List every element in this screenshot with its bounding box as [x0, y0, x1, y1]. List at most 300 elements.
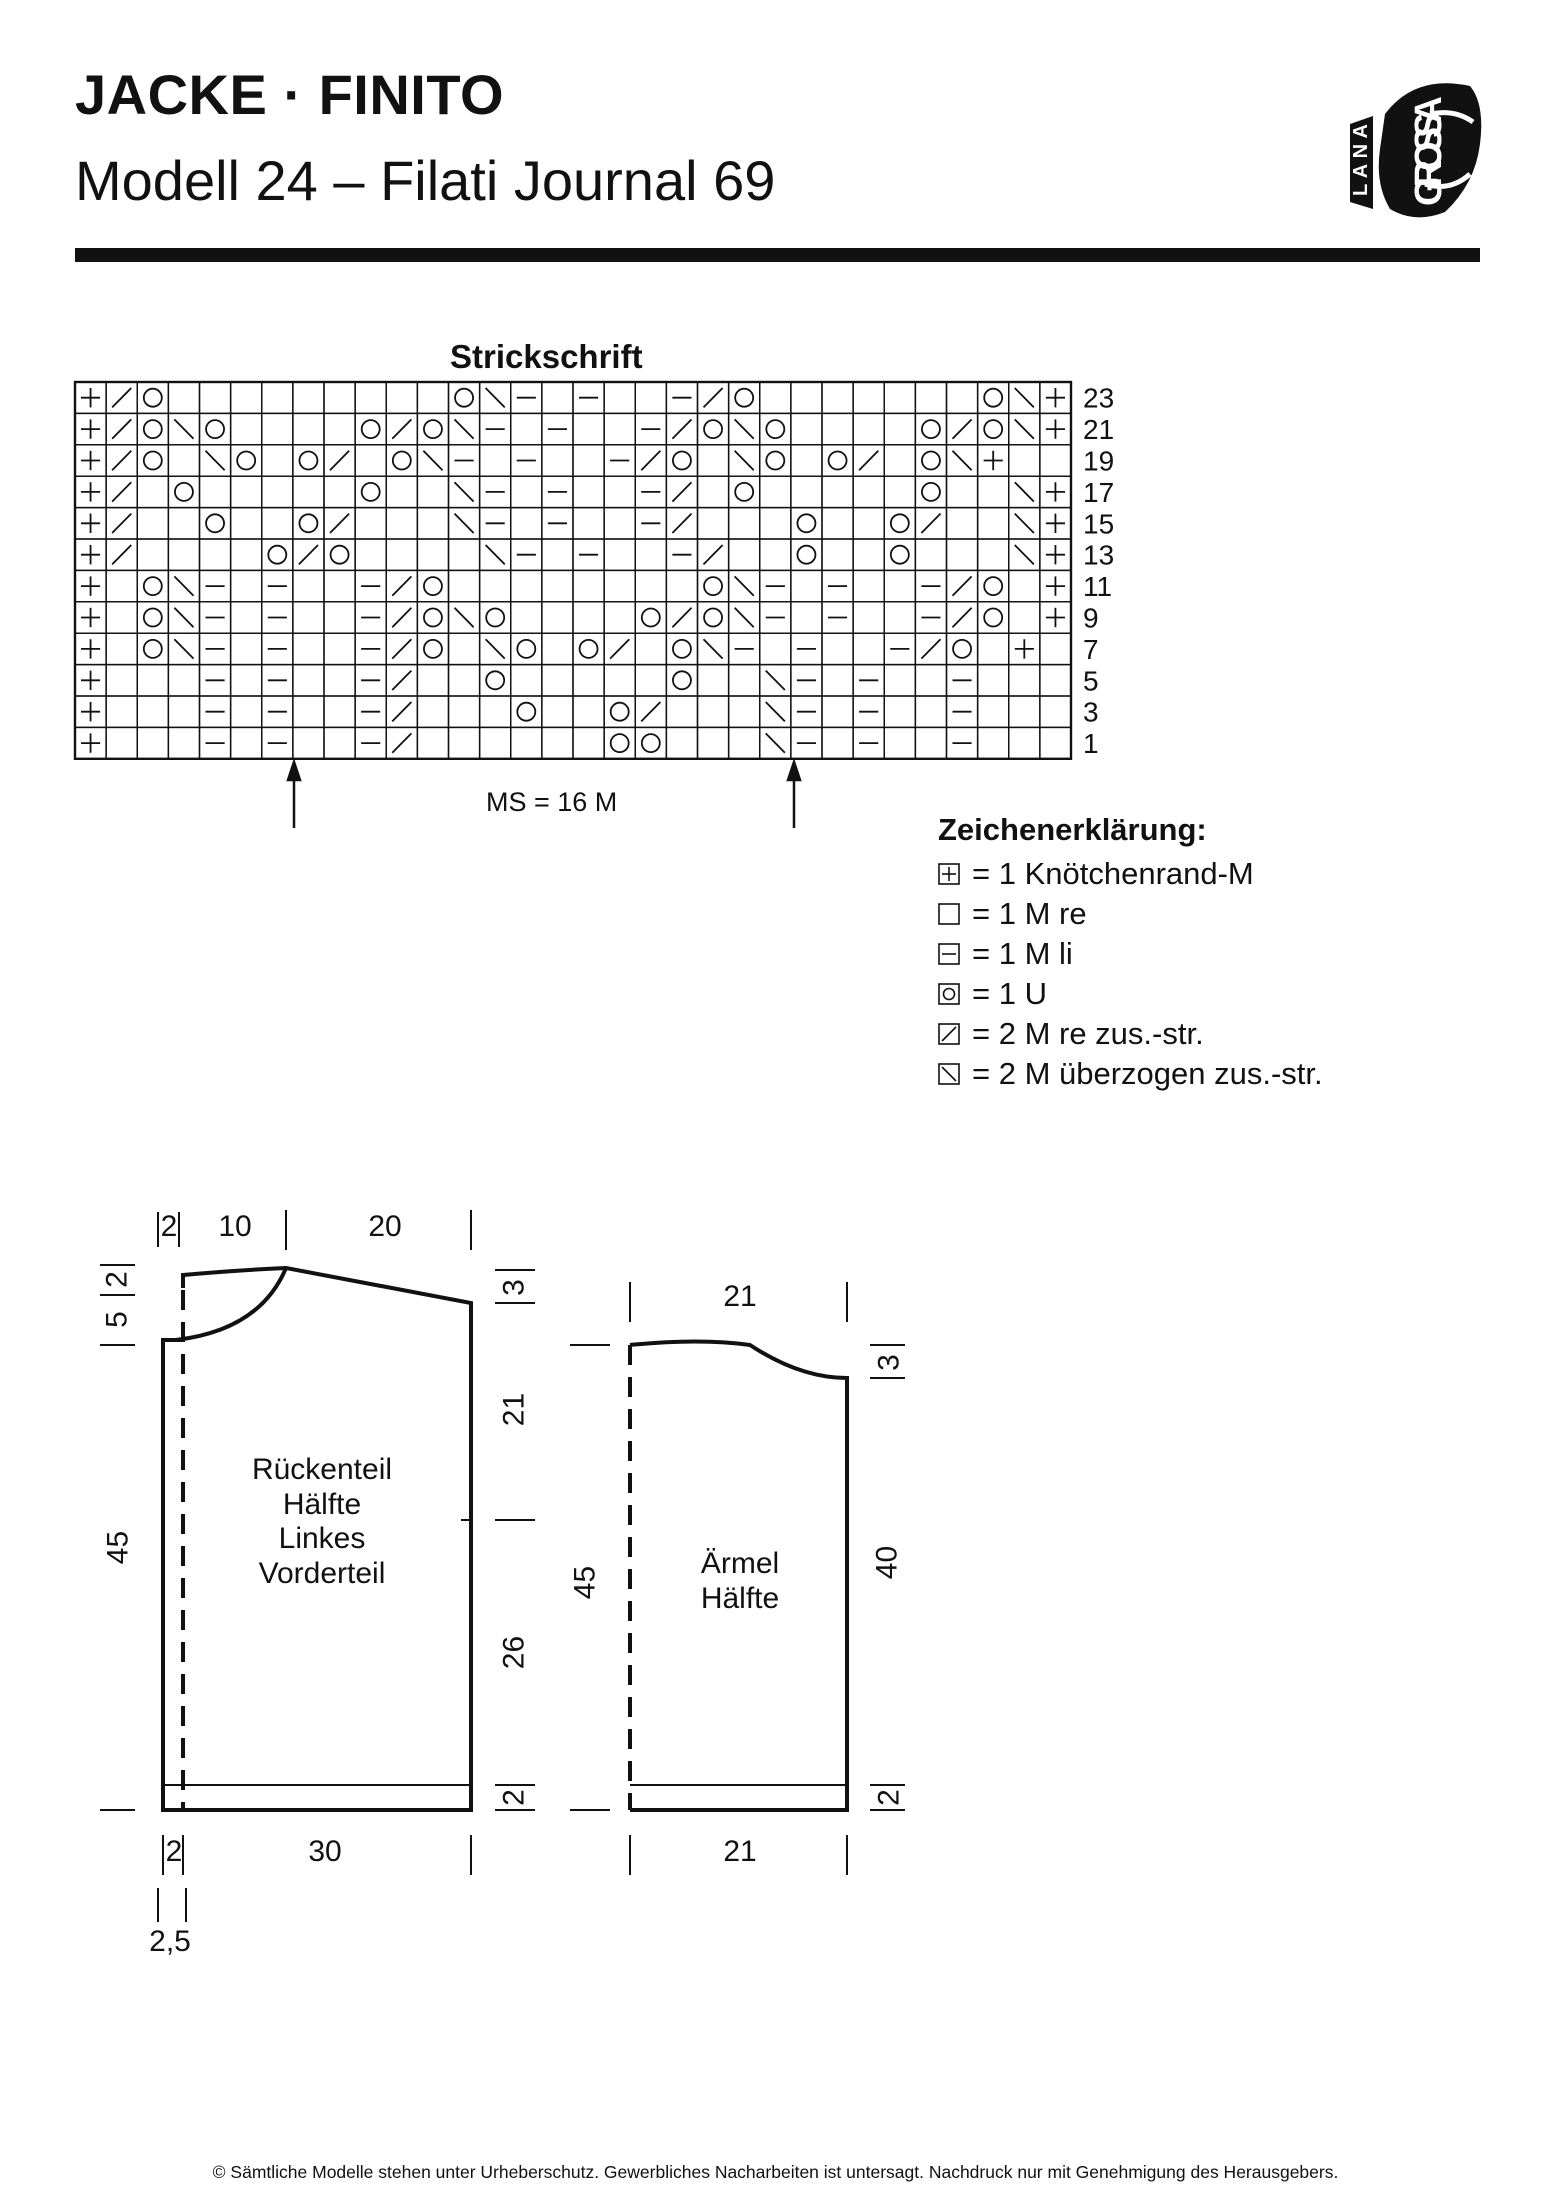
- legend-item-purl: [938, 934, 1538, 974]
- chart-cell: [791, 602, 822, 633]
- chart-cell: [947, 570, 978, 601]
- chart-cell: [698, 727, 729, 758]
- chart-cell: [1009, 696, 1040, 727]
- chart-cell: [106, 696, 137, 727]
- chart-cell: [791, 508, 822, 539]
- chart-cell: [542, 382, 573, 413]
- chart-cell: [137, 445, 168, 476]
- back-label-line-2: Hälfte: [282, 1487, 362, 1521]
- chart-cell: [635, 727, 666, 758]
- chart-cell: [355, 633, 386, 664]
- chart-cell: [200, 539, 231, 570]
- chart-cell: [884, 633, 915, 664]
- chart-cell: [511, 539, 542, 570]
- chart-cell: [75, 445, 106, 476]
- chart-row: [75, 445, 1071, 476]
- chart-cell: [75, 696, 106, 727]
- chart-cell: [853, 696, 884, 727]
- page-subtitle: Modell 24 – Filati Journal 69: [75, 149, 776, 212]
- chart-row: [75, 665, 1071, 696]
- chart-row: [75, 413, 1071, 444]
- chart-cell: [978, 633, 1009, 664]
- chart-cell: [729, 539, 760, 570]
- chart-cell: [666, 382, 697, 413]
- chart-cell: [355, 602, 386, 633]
- chart-cell: [324, 602, 355, 633]
- chart-cell: [386, 696, 417, 727]
- chart-cell: [75, 602, 106, 633]
- chart-cell: [106, 445, 137, 476]
- chart-cell: [293, 445, 324, 476]
- chart-cell: [355, 508, 386, 539]
- dim-sleeve-bottom-width: 21: [723, 1835, 757, 1868]
- chart-cell: [417, 382, 448, 413]
- pattern-repeat-label: MS = 16 M: [486, 787, 618, 817]
- dim-right-armhole: 21: [497, 1392, 531, 1427]
- chart-cell: [417, 602, 448, 633]
- chart-cell: [324, 633, 355, 664]
- chart-cell: [760, 382, 791, 413]
- chart-cell: [293, 602, 324, 633]
- chart-cell: [1009, 382, 1040, 413]
- chart-cell: [853, 476, 884, 507]
- legend-title: Zeichenerklärung:: [938, 812, 1207, 847]
- chart-cell: [635, 696, 666, 727]
- chart-cell: [1009, 633, 1040, 664]
- chart-cell: [791, 633, 822, 664]
- chart-cell: [386, 539, 417, 570]
- chart-cell: [729, 665, 760, 696]
- chart-cell: [168, 382, 199, 413]
- chart-cell: [822, 570, 853, 601]
- chart-cell: [231, 413, 262, 444]
- chart-cell: [729, 570, 760, 601]
- chart-cell: [978, 696, 1009, 727]
- chart-cell: [604, 665, 635, 696]
- chart-cell: [75, 508, 106, 539]
- chart-cell: [1009, 665, 1040, 696]
- chart-cell: [75, 539, 106, 570]
- chart-cell: [168, 696, 199, 727]
- yarn-over-symbol-icon: [938, 983, 960, 1005]
- chart-cell: [760, 539, 791, 570]
- chart-cell: [293, 665, 324, 696]
- chart-row-number: 19: [1083, 445, 1115, 477]
- chart-cell: [386, 602, 417, 633]
- chart-cell: [760, 602, 791, 633]
- chart-cell: [978, 665, 1009, 696]
- chart-cell: [698, 476, 729, 507]
- chart-cell: [915, 633, 946, 664]
- chart-cell: [978, 445, 1009, 476]
- chart-cell: [760, 508, 791, 539]
- chart-cell: [480, 382, 511, 413]
- chart-cell: [604, 382, 635, 413]
- dim-top-neck-offset: 2: [160, 1210, 178, 1243]
- legend-text: = 2 M überzogen zus.-str.: [972, 1056, 1323, 1091]
- chart-cell: [791, 539, 822, 570]
- chart-cell: [449, 539, 480, 570]
- chart-cell: [573, 413, 604, 444]
- chart-cell: [573, 570, 604, 601]
- chart-cell: [324, 476, 355, 507]
- chart-cell: [231, 508, 262, 539]
- chart-cell: [822, 665, 853, 696]
- chart-cell: [262, 633, 293, 664]
- chart-cell: [822, 413, 853, 444]
- chart-cell: [511, 727, 542, 758]
- chart-cell: [480, 727, 511, 758]
- chart-cell: [635, 570, 666, 601]
- chart-cell: [386, 382, 417, 413]
- chart-cell: [822, 696, 853, 727]
- chart-cell: [573, 539, 604, 570]
- chart-cell: [822, 508, 853, 539]
- chart-cell: [106, 727, 137, 758]
- chart-cell: [293, 539, 324, 570]
- chart-cell: [884, 476, 915, 507]
- chart-cell: [1009, 445, 1040, 476]
- chart-cell: [106, 602, 137, 633]
- chart-cell: [480, 539, 511, 570]
- chart-cell: [449, 727, 480, 758]
- chart-cell: [884, 696, 915, 727]
- chart-cell: [666, 570, 697, 601]
- chart-cell: [137, 508, 168, 539]
- chart-cell: [635, 539, 666, 570]
- chart-row: [75, 382, 1071, 413]
- chart-cell: [729, 476, 760, 507]
- chart-cell: [1040, 445, 1071, 476]
- chart-cell: [915, 445, 946, 476]
- chart-cell: [604, 413, 635, 444]
- chart-cell: [760, 633, 791, 664]
- chart-cell: [449, 382, 480, 413]
- knit-symbol-icon: [938, 903, 960, 925]
- chart-cell: [231, 539, 262, 570]
- chart-cell: [511, 665, 542, 696]
- chart-title: Strickschrift: [450, 338, 643, 375]
- chart-cell: [417, 445, 448, 476]
- chart-cell: [449, 413, 480, 444]
- chart-cell: [915, 413, 946, 444]
- chart-cell: [200, 445, 231, 476]
- chart-cell: [698, 413, 729, 444]
- legend-item-skp: [938, 1054, 1538, 1094]
- chart-cell: [604, 539, 635, 570]
- chart-cell: [137, 413, 168, 444]
- legend-item-knit: [938, 894, 1538, 934]
- chart-cell: [542, 570, 573, 601]
- chart-cell: [324, 696, 355, 727]
- chart-cell: [698, 665, 729, 696]
- chart-cell: [324, 570, 355, 601]
- chart-cell: [573, 382, 604, 413]
- chart-cell: [853, 382, 884, 413]
- chart-cell: [200, 476, 231, 507]
- chart-cell: [417, 696, 448, 727]
- chart-cell: [231, 570, 262, 601]
- chart-cell: [480, 696, 511, 727]
- chart-cell: [573, 476, 604, 507]
- chart-cell: [635, 413, 666, 444]
- chart-cell: [168, 633, 199, 664]
- chart-cell: [915, 539, 946, 570]
- chart-cell: [386, 508, 417, 539]
- chart-cell: [75, 727, 106, 758]
- chart-cell: [324, 508, 355, 539]
- chart-cell: [915, 727, 946, 758]
- chart-cell: [106, 508, 137, 539]
- chart-cell: [511, 633, 542, 664]
- chart-cell: [1040, 696, 1071, 727]
- chart-cell: [168, 445, 199, 476]
- dim-sleeve-cap: 3: [872, 1354, 906, 1371]
- chart-cell: [729, 508, 760, 539]
- dim-left-total: 45: [101, 1530, 135, 1565]
- chart-cell: [417, 508, 448, 539]
- chart-cell: [635, 382, 666, 413]
- chart-cell: [791, 665, 822, 696]
- chart-cell: [386, 445, 417, 476]
- chart-cell: [978, 570, 1009, 601]
- dim-bottom-front-band: 2,5: [149, 1925, 191, 1958]
- chart-cell: [480, 508, 511, 539]
- chart-row: [75, 633, 1071, 664]
- chart-cell: [137, 570, 168, 601]
- chart-cell: [573, 602, 604, 633]
- k2tog-symbol-icon: [938, 1023, 960, 1045]
- chart-cell: [168, 413, 199, 444]
- chart-cell: [822, 476, 853, 507]
- chart-cell: [324, 445, 355, 476]
- chart-cell: [573, 508, 604, 539]
- chart-row-number: 3: [1083, 696, 1099, 728]
- chart-cell: [231, 696, 262, 727]
- chart-cell: [884, 539, 915, 570]
- chart-cell: [542, 696, 573, 727]
- chart-cell: [511, 413, 542, 444]
- chart-cell: [137, 696, 168, 727]
- chart-cell: [573, 727, 604, 758]
- chart-cell: [168, 508, 199, 539]
- chart-cell: [1009, 539, 1040, 570]
- chart-cell: [635, 508, 666, 539]
- chart-cell: [480, 570, 511, 601]
- chart-cell: [666, 445, 697, 476]
- chart-cell: [542, 445, 573, 476]
- chart-cell: [200, 602, 231, 633]
- chart-cell: [791, 413, 822, 444]
- chart-cell: [511, 508, 542, 539]
- chart-cell: [355, 727, 386, 758]
- chart-cell: [511, 476, 542, 507]
- chart-cell: [542, 508, 573, 539]
- chart-cell: [760, 727, 791, 758]
- chart-cell: [542, 633, 573, 664]
- chart-cell: [262, 413, 293, 444]
- chart-row: [75, 696, 1071, 727]
- chart-cell: [200, 633, 231, 664]
- chart-cell: [573, 665, 604, 696]
- chart-cell: [698, 539, 729, 570]
- chart-cell: [947, 476, 978, 507]
- legend-text: = 2 M re zus.-str.: [972, 1016, 1204, 1051]
- chart-cell: [542, 539, 573, 570]
- chart-cell: [137, 633, 168, 664]
- chart-cell: [262, 382, 293, 413]
- chart-row: [75, 602, 1071, 633]
- chart-cell: [698, 570, 729, 601]
- chart-cell: [231, 476, 262, 507]
- chart-cell: [947, 696, 978, 727]
- chart-cell: [231, 602, 262, 633]
- dim-top-shoulder-width: 20: [368, 1210, 402, 1243]
- chart-row-number: 7: [1083, 633, 1099, 665]
- chart-cell: [355, 445, 386, 476]
- chart-cell: [511, 696, 542, 727]
- chart-row: [75, 727, 1071, 758]
- chart-row-number: 17: [1083, 476, 1115, 508]
- chart-cell: [573, 633, 604, 664]
- chart-cell: [760, 570, 791, 601]
- chart-cell: [137, 727, 168, 758]
- chart-cell: [168, 602, 199, 633]
- chart-cell: [262, 508, 293, 539]
- chart-cell: [480, 445, 511, 476]
- chart-cell: [822, 602, 853, 633]
- chart-cell: [480, 602, 511, 633]
- chart-cell: [915, 665, 946, 696]
- chart-cell: [480, 633, 511, 664]
- chart-row-number: 15: [1083, 508, 1115, 540]
- chart-cell: [1009, 508, 1040, 539]
- legend-item-yarn-over: [938, 974, 1538, 1014]
- dim-sleeve-length: 40: [870, 1545, 904, 1580]
- chart-cell: [75, 382, 106, 413]
- chart-cell: [978, 602, 1009, 633]
- chart-cell: [853, 665, 884, 696]
- sleeve-piece-label: [655, 1547, 825, 1616]
- chart-cell: [106, 665, 137, 696]
- chart-cell: [293, 508, 324, 539]
- chart-cell: [1009, 570, 1040, 601]
- chart-cell: [324, 727, 355, 758]
- chart-cell: [635, 602, 666, 633]
- chart-cell: [635, 476, 666, 507]
- chart-cell: [1040, 382, 1071, 413]
- chart-cell: [75, 476, 106, 507]
- chart-cell: [978, 508, 1009, 539]
- chart-cell: [884, 665, 915, 696]
- chart-cell: [1040, 508, 1071, 539]
- chart-cell: [604, 696, 635, 727]
- chart-cell: [355, 476, 386, 507]
- chart-row: [75, 476, 1071, 507]
- chart-cell: [262, 727, 293, 758]
- chart-cell: [822, 382, 853, 413]
- chart-cell: [604, 602, 635, 633]
- repeat-arrow-right: [788, 762, 800, 828]
- chart-cell: [355, 696, 386, 727]
- chart-cell: [324, 413, 355, 444]
- chart-cell: [231, 665, 262, 696]
- chart-cell: [947, 413, 978, 444]
- chart-cell: [604, 570, 635, 601]
- chart-cell: [449, 696, 480, 727]
- chart-cell: [978, 476, 1009, 507]
- chart-cell: [915, 570, 946, 601]
- chart-cell: [200, 508, 231, 539]
- chart-cell: [386, 570, 417, 601]
- back-label-line-3: Linkes: [278, 1522, 366, 1555]
- chart-cell: [231, 727, 262, 758]
- chart-cell: [666, 696, 697, 727]
- chart-cell: [853, 508, 884, 539]
- chart-cell: [822, 633, 853, 664]
- chart-row-numbers: [1083, 383, 1114, 759]
- chart-row: [75, 539, 1071, 570]
- chart-cell: [604, 476, 635, 507]
- chart-cell: [1040, 633, 1071, 664]
- chart-cell: [635, 633, 666, 664]
- chart-legend: [938, 812, 1538, 1094]
- chart-cell: [200, 413, 231, 444]
- chart-cell: [1040, 665, 1071, 696]
- chart-cell: [417, 570, 448, 601]
- chart-cell: [75, 413, 106, 444]
- chart-cell: [355, 539, 386, 570]
- svg-text:GROSSA: GROSSA: [1408, 96, 1450, 206]
- chart-cell: [791, 445, 822, 476]
- chart-cell: [542, 665, 573, 696]
- chart-cell: [853, 413, 884, 444]
- chart-cell: [760, 696, 791, 727]
- chart-cell: [978, 413, 1009, 444]
- chart-cell: [106, 633, 137, 664]
- chart-cell: [449, 602, 480, 633]
- chart-cell: [698, 445, 729, 476]
- chart-cell: [480, 413, 511, 444]
- chart-cell: [262, 665, 293, 696]
- chart-cell: [200, 382, 231, 413]
- chart-cell: [1040, 602, 1071, 633]
- chart-cell: [262, 696, 293, 727]
- legend-text: = 1 Knötchenrand-M: [972, 856, 1254, 891]
- chart-cell: [666, 727, 697, 758]
- dim-bottom-band: 2: [165, 1835, 183, 1868]
- chart-cell: [355, 665, 386, 696]
- chart-cell: [884, 508, 915, 539]
- chart-cell: [262, 539, 293, 570]
- chart-row-number: 11: [1083, 571, 1113, 603]
- chart-cell: [573, 696, 604, 727]
- chart-cell: [853, 445, 884, 476]
- chart-cell: [542, 727, 573, 758]
- chart-cell: [417, 633, 448, 664]
- chart-cell: [449, 445, 480, 476]
- chart-cell: [698, 602, 729, 633]
- chart-cell: [1040, 539, 1071, 570]
- chart-cell: [635, 445, 666, 476]
- chart-cell: [729, 382, 760, 413]
- chart-cell: [168, 539, 199, 570]
- chart-cell: [542, 602, 573, 633]
- chart-cell: [729, 445, 760, 476]
- chart-cell: [200, 665, 231, 696]
- chart-cell: [293, 413, 324, 444]
- chart-cell: [791, 476, 822, 507]
